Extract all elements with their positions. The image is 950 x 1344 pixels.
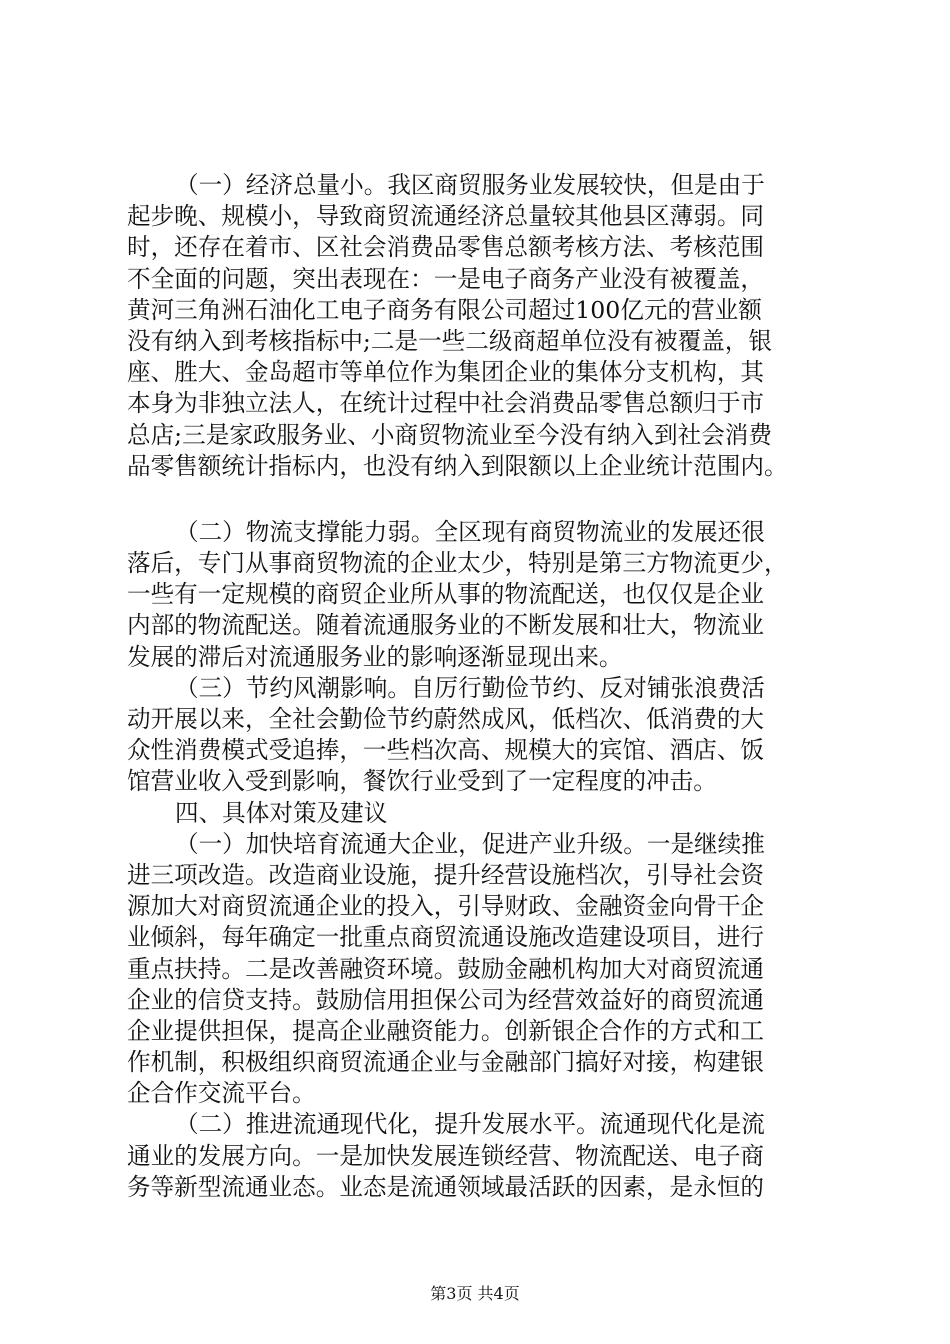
text-line: 不全面的问题，突出表现在：一是电子商务产业没有被覆盖，: [127, 264, 765, 293]
paragraph-modernization: [127, 1109, 837, 1203]
text-line: 一些有一定规模的商贸企业所从事的物流配送，也仅仅是企业: [127, 580, 765, 609]
text-line: 务等新型流通业态。业态是流通领域最活跃的因素，是永恒的: [127, 1172, 765, 1201]
text-line: 业倾斜，每年确定一批重点商贸流通设施改造建设项目，进行: [127, 923, 765, 952]
text-line: （一）加快培育流通大企业，促进产业升级。一是继续推: [175, 829, 765, 858]
text-line: 众性消费模式受追捧，一些档次高、规模大的宾馆、酒店、饭: [127, 736, 765, 765]
text-line: 座、胜大、金岛超市等单位作为集团企业的集体分支机构，其: [127, 358, 765, 387]
paragraph-gap: [127, 482, 837, 517]
text-line: 重点扶持。二是改善融资环境。鼓励金融机构加大对商贸流通: [127, 954, 765, 983]
text-line: 作机制，积极组织商贸流通企业与金融部门搞好对接，构建银: [127, 1048, 765, 1077]
text-line: 起步晚、规模小，导致商贸流通经济总量较其他县区薄弱。同: [127, 202, 765, 231]
paragraph-economy-scale: [127, 170, 837, 482]
text-line: 动开展以来，全社会勤俭节约蔚然成风，低档次、低消费的大: [127, 705, 765, 733]
text-line: 企业的信贷支持。鼓励信用担保公司为经营效益好的商贸流通: [127, 985, 765, 1014]
text-line: 总店;三是家政服务业、小商贸物流业至今没有纳入到社会消费: [127, 420, 772, 449]
text-line: （二）推进流通现代化，提升发展水平。流通现代化是流: [175, 1110, 765, 1139]
section-heading: 四、具体对策及建议: [175, 798, 388, 827]
text-line: 时，还存在着市、区社会消费品零售总额考核方法、考核范围: [127, 233, 765, 262]
text-line: （二）物流支撑能力弱。全区现有商贸物流业的发展还很: [175, 517, 765, 546]
text-line: 品零售额统计指标内，也没有纳入到限额以上企业统计范围内。: [127, 451, 788, 480]
text-line: 内部的物流配送。随着流通服务业的不断发展和壮大，物流业: [127, 611, 765, 640]
text-line: 企业提供担保，提高企业融资能力。创新银企合作的方式和工: [127, 1016, 765, 1045]
document-body: [127, 170, 837, 1203]
paragraph-logistics: [127, 517, 837, 673]
text-line: 源加大对商贸流通企业的投入，引导财政、金融资金向骨干企: [127, 892, 765, 921]
text-line: 落后，专门从事商贸物流的企业太少，特别是第三方物流更少，: [127, 549, 788, 578]
page-footer: 第3页 共4页: [430, 1284, 520, 1303]
text-line: 黄河三角洲石油化工电子商务有限公司超过100亿元的营业额: [127, 295, 762, 324]
text-line: 企合作交流平台。: [127, 1079, 316, 1108]
text-line: 本身为非独立法人，在统计过程中社会消费品零售总额归于市: [127, 389, 765, 418]
section-heading-countermeasures: [127, 798, 837, 829]
text-line: （三）节约风潮影响。自厉行勤俭节约、反对铺张浪费活: [175, 673, 765, 702]
text-line: 通业的发展方向。一是加快发展连锁经营、物流配送、电子商: [127, 1141, 765, 1170]
text-line: 没有纳入到考核指标中;二是一些二级商超单位没有被覆盖，银: [127, 326, 772, 355]
text-line: 发展的滞后对流通服务业的影响逐渐显现出来。: [127, 642, 623, 671]
text-line: （一）经济总量小。我区商贸服务业发展较快，但是由于: [175, 171, 765, 199]
text-line: 进三项改造。改造商业设施，提升经营设施档次，引导社会资: [127, 860, 765, 889]
paragraph-large-enterprises: [127, 829, 837, 1110]
paragraph-frugality: [127, 673, 837, 798]
text-line: 馆营业收入受到影响，餐饮行业受到了一定程度的冲击。: [127, 767, 717, 796]
